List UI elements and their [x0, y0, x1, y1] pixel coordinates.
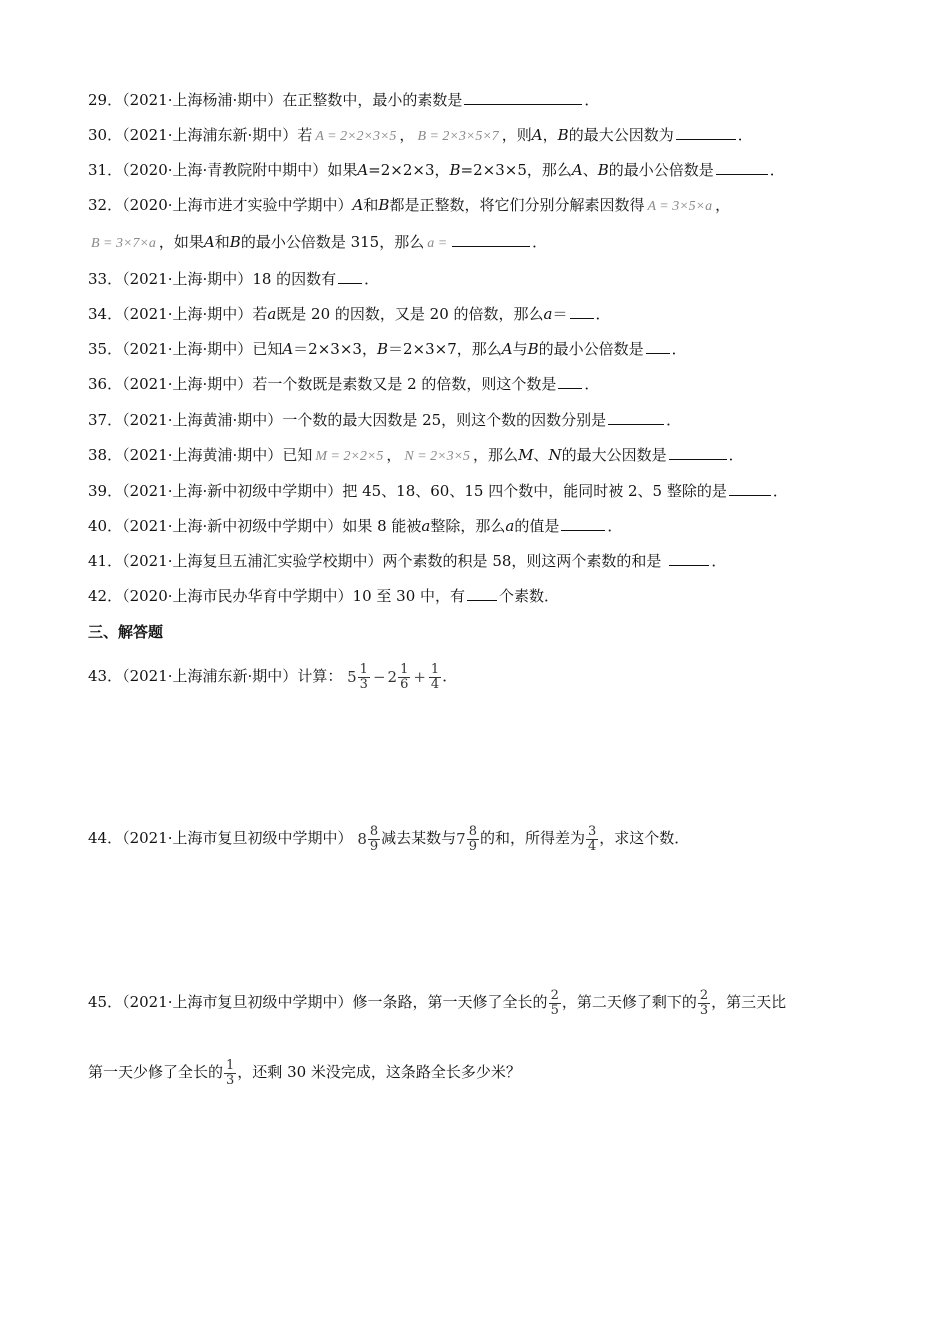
- text-segment: 41．: [88, 552, 123, 570]
- text-segment: ．: [711, 552, 727, 570]
- text-segment: （2021·上海杨浦·期中）: [122, 91, 283, 109]
- math-expression: A = 3×5×a: [647, 199, 713, 214]
- text-segment: B: [376, 340, 388, 358]
- text-segment: 4: [588, 838, 597, 854]
- text-segment: ，还剩 30 米没完成，这条路全长多少米？: [237, 1063, 521, 1081]
- question-43: [88, 660, 457, 693]
- text-segment: 9: [468, 838, 477, 854]
- text-segment: A: [357, 161, 369, 179]
- text-segment: 8: [357, 830, 367, 848]
- question-39: [88, 481, 788, 501]
- answer-blank[interactable]: [464, 90, 582, 105]
- text-segment: 45．: [88, 993, 123, 1011]
- text-segment: ．: [728, 446, 744, 464]
- text-segment: ．: [442, 667, 458, 685]
- text-segment: 、: [533, 446, 549, 464]
- question-41: [88, 551, 726, 571]
- math-expression: a =: [427, 236, 448, 251]
- answer-blank[interactable]: [646, 339, 670, 354]
- answer-blank[interactable]: [676, 125, 736, 140]
- math-expression: M = 2×2×5: [315, 449, 384, 464]
- fraction: [549, 989, 561, 1018]
- text-segment: 33．: [88, 270, 123, 288]
- text-segment: 8: [369, 823, 379, 839]
- text-segment: ．: [364, 270, 380, 288]
- text-segment: a: [267, 305, 277, 323]
- text-segment: 减去某数与: [381, 829, 457, 847]
- text-segment: A: [282, 340, 294, 358]
- text-segment: ，: [715, 196, 731, 214]
- text-segment: 29．: [88, 91, 123, 109]
- text-segment: a: [543, 305, 553, 323]
- text-segment: ．: [737, 126, 753, 144]
- text-segment: −: [372, 668, 386, 686]
- text-segment: 40．: [88, 517, 123, 535]
- question-35: [88, 339, 687, 359]
- text-segment: 把 45、18、60、15 四个数中，能同时被 2、5 整除的是: [342, 482, 727, 500]
- text-segment: 2: [550, 987, 559, 1003]
- question-36: [88, 374, 599, 394]
- text-segment: （2021·上海·新中初级中学期中）: [122, 517, 343, 535]
- text-segment: 修一条路，第一天修了全长的: [352, 993, 548, 1011]
- text-segment: ＝2×3×7，那么: [387, 340, 502, 358]
- text-segment: 的最大公因数为: [568, 126, 674, 144]
- text-segment: B: [597, 161, 609, 179]
- text-segment: 43．: [88, 667, 123, 685]
- text-segment: ．: [769, 161, 785, 179]
- text-segment: 10 至 30 中，有: [352, 587, 466, 605]
- text-segment: （2021·上海浦东新·期中）: [122, 667, 298, 685]
- text-segment: a: [421, 517, 431, 535]
- fraction: [224, 1059, 236, 1088]
- math-expression: A = 2×2×3×5: [315, 129, 397, 144]
- text-segment: B: [527, 340, 539, 358]
- text-segment: 计算：: [297, 667, 343, 685]
- text-segment: ．: [671, 340, 687, 358]
- math-expression: B = 2×3×5×7: [417, 129, 499, 144]
- text-segment: 3: [588, 823, 597, 839]
- text-segment: ，则: [501, 126, 532, 144]
- question-42: [88, 586, 559, 606]
- text-segment: =2×2×3，: [368, 161, 450, 179]
- answer-blank[interactable]: [608, 410, 664, 425]
- question-44: [88, 822, 689, 855]
- question-32: [88, 195, 730, 217]
- text-segment: （2021·上海·期中）: [122, 305, 253, 323]
- text-segment: 1: [400, 661, 409, 677]
- text-segment: 已知: [282, 446, 313, 464]
- text-segment: 在正整数中，最小的素数是: [282, 91, 463, 109]
- text-segment: B: [229, 233, 241, 251]
- text-segment: 1: [430, 661, 440, 677]
- question-40: [88, 516, 622, 536]
- text-segment: ，那么: [473, 446, 519, 464]
- text-segment: A: [571, 161, 583, 179]
- text-segment: 的最大公因数是: [561, 446, 667, 464]
- text-segment: 若: [297, 126, 313, 144]
- text-segment: （2020·上海·青教院附中期中）: [122, 161, 328, 179]
- text-segment: ．: [532, 233, 548, 251]
- answer-blank[interactable]: [558, 374, 582, 389]
- text-segment: A: [203, 233, 215, 251]
- question-38: [88, 445, 744, 467]
- text-segment: 既是 20 的因数，又是 20 的倍数，那么: [276, 305, 544, 323]
- text-segment: ，求这个数．: [599, 829, 690, 847]
- text-segment: A: [531, 126, 543, 144]
- text-segment: 30．: [88, 126, 123, 144]
- text-segment: M: [518, 446, 534, 464]
- text-segment: 37．: [88, 411, 123, 429]
- text-segment: （2021·上海浦东新·期中）: [122, 126, 298, 144]
- text-segment: 3: [699, 1002, 709, 1018]
- fraction: [586, 825, 598, 854]
- text-segment: 和: [214, 233, 230, 251]
- text-segment: （2021·上海市复旦初级中学期中）: [122, 993, 353, 1011]
- text-segment: 2: [387, 668, 398, 686]
- text-segment: ．: [772, 482, 788, 500]
- text-segment: ，: [542, 126, 558, 144]
- text-segment: 个素数: [499, 587, 545, 605]
- text-segment: 31．: [88, 161, 123, 179]
- text-segment: =2×3×5，那么: [460, 161, 572, 179]
- text-segment: （2021·上海市复旦初级中学期中）: [122, 829, 353, 847]
- text-segment: 8: [468, 823, 477, 839]
- text-segment: 的最小公倍数是: [608, 161, 714, 179]
- text-segment: （2021·上海·新中初级中学期中）: [122, 482, 343, 500]
- fraction: [698, 989, 710, 1018]
- text-segment: ，: [399, 126, 415, 144]
- answer-blank[interactable]: [338, 269, 362, 284]
- text-segment: 5: [550, 1002, 559, 1018]
- text-segment: ，如果: [158, 233, 204, 251]
- text-segment: 44．: [88, 829, 123, 847]
- text-segment: ．: [584, 375, 600, 393]
- text-segment: （2021·上海·期中）: [122, 270, 253, 288]
- question-34: [88, 304, 611, 324]
- text-segment: （2020·上海市进才实验中学期中）: [122, 196, 353, 214]
- text-segment: A: [352, 196, 364, 214]
- text-segment: 1: [226, 1057, 235, 1073]
- text-segment: 的最小公倍数是 315，那么: [240, 233, 425, 251]
- text-segment: ．: [595, 305, 611, 323]
- text-segment: 39．: [88, 482, 123, 500]
- text-segment: 3: [359, 676, 368, 692]
- text-segment: 第一天少修了全长的: [88, 1063, 224, 1081]
- section-heading: 三、解答题: [88, 623, 164, 641]
- text-segment: ．: [607, 517, 623, 535]
- text-segment: 两个素数的积是 58，则这两个素数的和是: [382, 552, 662, 570]
- text-segment: 3: [226, 1072, 235, 1088]
- fraction: [358, 663, 370, 692]
- text-segment: ＝: [552, 305, 568, 323]
- text-segment: 都是正整数，将它们分别分解素因数得: [389, 196, 645, 214]
- fraction: [368, 825, 380, 854]
- text-segment: B: [378, 196, 390, 214]
- text-segment: B: [449, 161, 461, 179]
- text-segment: 36．: [88, 375, 123, 393]
- text-segment: ，: [386, 446, 402, 464]
- question-45-continued: [88, 1056, 521, 1088]
- text-segment: 已知: [252, 340, 283, 358]
- answer-blank[interactable]: [716, 160, 768, 175]
- text-segment: 38．: [88, 446, 123, 464]
- text-segment: 32．: [88, 196, 123, 214]
- text-segment: 35．: [88, 340, 123, 358]
- answer-blank[interactable]: [467, 586, 497, 601]
- text-segment: 的最小公倍数是: [538, 340, 644, 358]
- question-37: [88, 410, 681, 430]
- text-segment: （2021·上海·期中）: [122, 340, 253, 358]
- question-29: [88, 90, 599, 110]
- text-segment: N: [548, 446, 562, 464]
- text-segment: 和: [363, 196, 379, 214]
- text-segment: （2021·上海黄浦·期中）: [122, 446, 283, 464]
- text-segment: ．: [666, 411, 682, 429]
- text-segment: 42．: [88, 587, 123, 605]
- text-segment: 若: [252, 305, 268, 323]
- question-30: [88, 125, 753, 147]
- text-segment: 5: [347, 668, 357, 686]
- question-32-continued: [88, 232, 547, 254]
- text-segment: 1: [359, 661, 368, 677]
- math-expression: B = 3×7×a: [91, 236, 156, 251]
- math-expression: N = 2×3×5: [404, 449, 471, 464]
- text-segment: 如果: [327, 161, 358, 179]
- text-segment: 34．: [88, 305, 123, 323]
- text-segment: 、: [582, 161, 598, 179]
- text-segment: 18 的因数有: [252, 270, 337, 288]
- text-segment: 一个数的最大因数是 25，则这个数的因数分别是: [282, 411, 607, 429]
- fraction: [398, 663, 410, 692]
- fraction: [429, 663, 441, 692]
- question-31: [88, 160, 785, 180]
- text-segment: 若一个数既是素数又是 2 的倍数，则这个数是: [252, 375, 557, 393]
- question-45: [88, 986, 786, 1018]
- text-segment: 的和，所得差为: [480, 829, 586, 847]
- fraction: [467, 825, 479, 854]
- text-segment: ．: [584, 91, 600, 109]
- text-segment: （2021·上海·期中）: [122, 375, 253, 393]
- text-segment: 如果 8 能被: [342, 517, 422, 535]
- text-segment: 7: [456, 830, 466, 848]
- text-segment: ，第二天修了剩下的: [561, 993, 697, 1011]
- text-segment: A: [501, 340, 513, 358]
- answer-blank[interactable]: [669, 551, 709, 566]
- answer-blank[interactable]: [561, 516, 605, 531]
- text-segment: +: [413, 668, 426, 686]
- answer-blank[interactable]: [669, 445, 727, 460]
- text-segment: B: [557, 126, 569, 144]
- text-segment: （2021·上海复旦五浦汇实验学校期中）: [122, 552, 383, 570]
- answer-blank[interactable]: [452, 232, 530, 247]
- answer-blank[interactable]: [570, 304, 594, 319]
- text-segment: 整除，那么: [430, 517, 506, 535]
- text-segment: a: [505, 517, 515, 535]
- question-33: [88, 269, 379, 289]
- text-segment: 9: [369, 838, 379, 854]
- text-segment: 2: [699, 987, 709, 1003]
- text-segment: ，第三天比: [711, 993, 787, 1011]
- text-segment: ＝2×3×3，: [293, 340, 377, 358]
- text-segment: 4: [430, 676, 440, 692]
- text-segment: ．: [544, 587, 560, 605]
- text-segment: （2020·上海市民办华育中学期中）: [122, 587, 353, 605]
- text-segment: 6: [400, 676, 409, 692]
- text-segment: （2021·上海黄浦·期中）: [122, 411, 283, 429]
- text-segment: 的值是: [514, 517, 560, 535]
- answer-blank[interactable]: [729, 481, 771, 496]
- text-segment: 与: [512, 340, 528, 358]
